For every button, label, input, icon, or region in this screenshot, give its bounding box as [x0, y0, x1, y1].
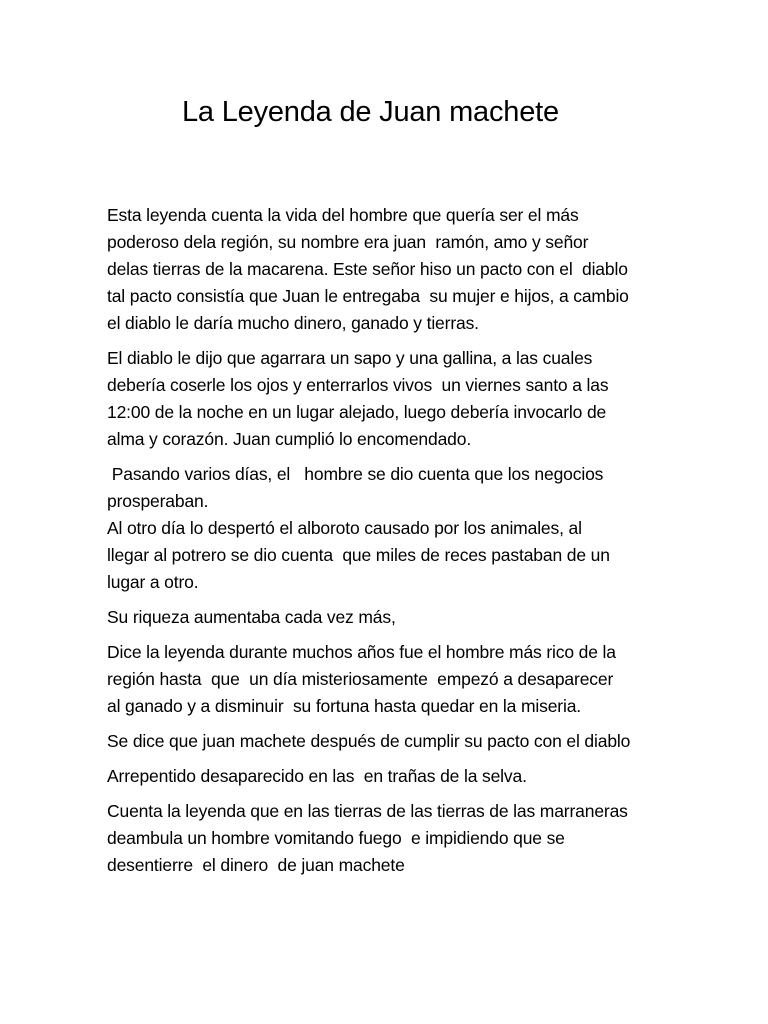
text-line: deambula un hombre vomitando fuego e impidiendo que se: [107, 828, 565, 848]
document-title: La Leyenda de Juan machete: [182, 96, 559, 128]
text-line: debería coserle los ojos y enterrarlos vivos un viernes santo a las: [107, 375, 609, 395]
paragraph-7: [107, 763, 707, 790]
text-line: El diablo le dijo que agarrara un sapo y una gallina, a las cuales: [107, 348, 593, 368]
text-line: el diablo le daría mucho dinero, ganado y tierras.: [107, 313, 479, 333]
text-line: Dice la leyenda durante muchos años fue el hombre más rico de la: [107, 642, 616, 662]
text-line: alma y corazón. Juan cumplió lo encomendado.: [107, 429, 472, 449]
text-line: Arrepentido desaparecido en las en trañas de la selva.: [107, 766, 527, 786]
text-line: Cuenta la leyenda que en las tierras de las tierras de las marraneras: [107, 801, 628, 821]
text-line: Al otro día lo despertó el alboroto causado por los animales, al: [107, 518, 582, 538]
text-line: 12:00 de la noche en un lugar alejado, luego debería invocarlo de: [107, 402, 607, 422]
text-line: tal pacto consistía que Juan le entregaba su mujer e hijos, a cambio: [107, 286, 629, 306]
paragraph-6: [107, 728, 707, 755]
paragraph-3: [107, 461, 707, 596]
text-line: prosperaban.: [107, 491, 209, 511]
paragraph-8: [107, 798, 707, 879]
text-line: Esta leyenda cuenta la vida del hombre que quería ser el más: [107, 205, 579, 225]
text-line: desentierre el dinero de juan machete: [107, 855, 405, 875]
text-line: lugar a otro.: [107, 572, 199, 592]
document-body: [107, 202, 707, 887]
text-line: Se dice que juan machete después de cumplir su pacto con el diablo: [107, 731, 631, 751]
text-line: al ganado y a disminuir su fortuna hasta quedar en la miseria.: [107, 696, 582, 716]
paragraph-4: [107, 604, 707, 631]
text-line: Su riqueza aumentaba cada vez más,: [107, 607, 396, 627]
text-line: llegar al potrero se dio cuenta que miles de reces pastaban de un: [107, 545, 610, 565]
text-line: región hasta que un día misteriosamente empezó a desaparecer: [107, 669, 614, 689]
paragraph-1: [107, 202, 707, 337]
paragraph-2: [107, 345, 707, 453]
text-line: poderoso dela región, su nombre era juan ramón, amo y señor: [107, 232, 589, 252]
text-line: delas tierras de la macarena. Este señor hiso un pacto con el diablo: [107, 259, 628, 279]
paragraph-5: [107, 639, 707, 720]
text-line: Pasando varios días, el hombre se dio cuenta que los negocios: [107, 464, 604, 484]
